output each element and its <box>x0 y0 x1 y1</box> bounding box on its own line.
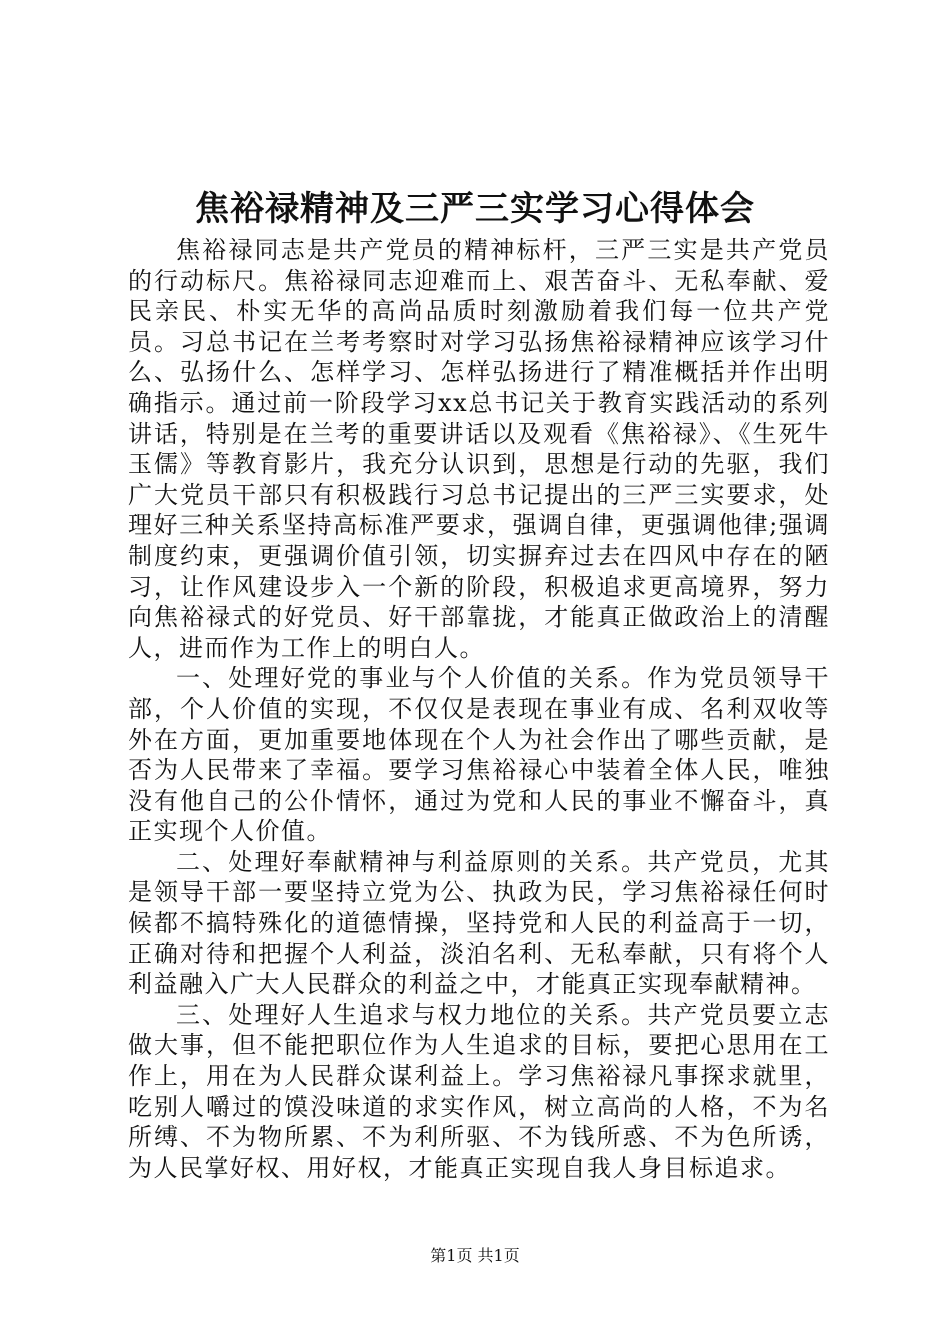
paragraph-intro: 焦裕禄同志是共产党员的精神标杆，三严三实是共产党员的行动标尺。焦裕禄同志迎难而上、艰苦奋斗、无私奉献、爱民亲民、朴实无华的高尚品质时刻激励着我们每一位共产党员。习总书记在兰考考察时对学习弘扬焦裕禄精神应该学习什么、弘扬什么、怎样学习、怎样弘扬进行了精准概括并作出明确指示。通过前一阶段学习xx总书记关于教育实践活动的系列讲话，特别是在兰考的重要讲话以及观看《焦裕禄》、《生死牛玉儒》等教育影片，我充分认识到，思想是行动的先驱，我们广大党员干部只有积极践行习总书记提出的三严三实要求，处理好三种关系坚持高标准严要求，强调自律，更强调他律;强调制度约束，更强调价值引领，切实摒弃过去在四风中存在的陋习，让作风建设步入一个新的阶段，积极追求更高境界，努力向焦裕禄式的好党员、好干部靠拢，才能真正做政治上的清醒人，进而作为工作上的明白人。 <box>128 236 830 662</box>
paragraph-point-two: 二、处理好奉献精神与利益原则的关系。共产党员，尤其是领导干部一要坚持立党为公、执政为民，学习焦裕禄任何时候都不搞特殊化的道德情操，坚持党和人民的利益高于一切，正确对待和把握个人利益，淡泊名利、无私奉献，只有将个人利益融入广大人民群众的利益之中，才能真正实现奉献精神。 <box>128 847 830 999</box>
document-title: 焦裕禄精神及三严三实学习心得体会 <box>195 189 755 229</box>
document-body <box>128 235 830 1183</box>
paragraph-point-three: 三、处理好人生追求与权力地位的关系。共产党员要立志做大事，但不能把职位作为人生追求的目标，要把心思用在工作上，用在为人民群众谋利益上。学习焦裕禄凡事探求就里，吃别人嚼过的馍没味道的求实作风，树立高尚的人格，不为名所缚、不为物所累、不为利所驱、不为钱所惑、不为色所诱，为人民掌好权、用好权，才能真正实现自我人身目标追求。 <box>128 1000 830 1182</box>
page-number-footer: 第1页 共1页 <box>430 1246 520 1265</box>
paragraph-point-one: 一、处理好党的事业与个人价值的关系。作为党员领导干部，个人价值的实现，不仅仅是表现在事业有成、名利双收等外在方面，更加重要地体现在个人为社会作出了哪些贡献，是否为人民带来了幸福。要学习焦裕禄心中装着全体人民，唯独没有他自己的公仆情怀，通过为党和人民的事业不懈奋斗，真正实现个人价值。 <box>128 664 830 846</box>
